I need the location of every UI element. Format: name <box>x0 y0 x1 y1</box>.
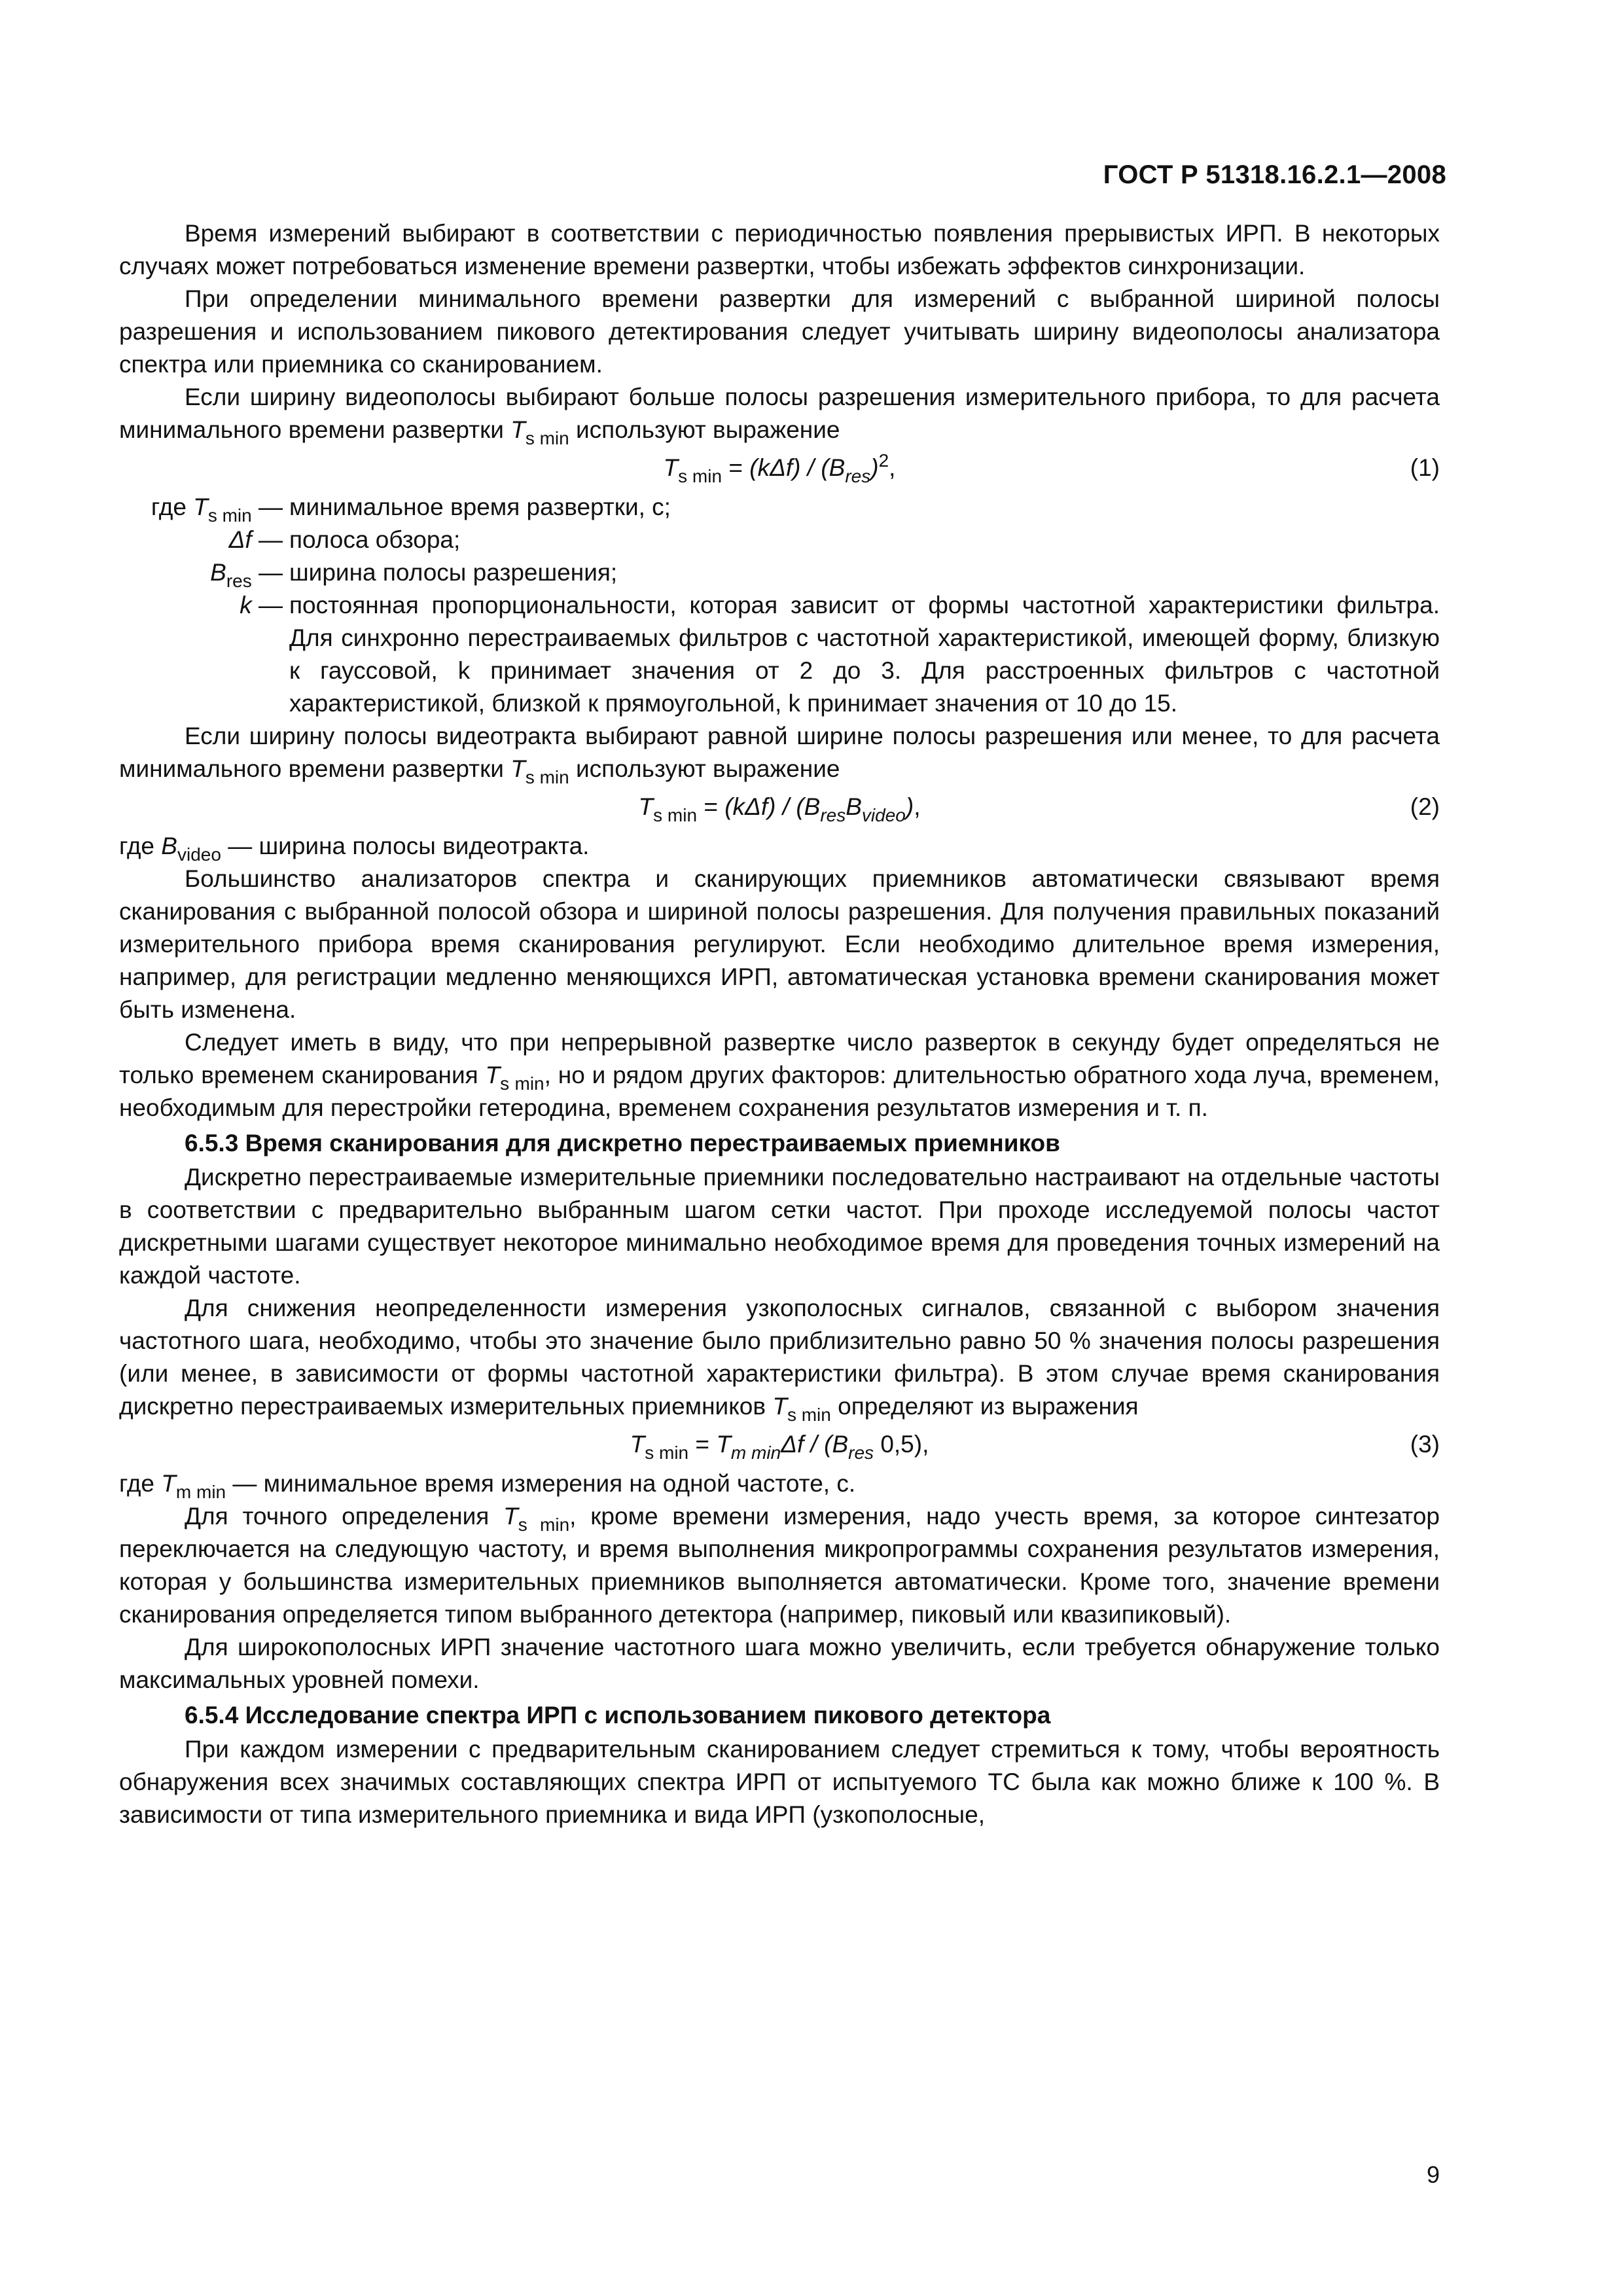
definitions-list <box>119 491 1440 720</box>
paragraph: Если ширину полосы видеотракта выбирают равной ширине полосы разрешения или менее, то для расчета минимального времени развертки $T_{s min}$ используют выражение <box>119 723 1440 787</box>
paragraph: При каждом измерении с предварительным сканированием следует стремиться к тому, чтобы вероятность обнаружения всех значимых составляющих спектра ИРП от испытуемого ТС была как можно ближе к 100 %. В зависимости от типа измерительного приемника и вида ИРП (узкополосные, <box>119 1736 1440 1828</box>
document-code-header: ГОСТ Р 51318.16.2.1—2008 <box>1103 160 1446 189</box>
definition-item: где $T_{m min}$ — минимальное время измерения на одной частоте, с. <box>119 1470 856 1502</box>
section-heading-6-5-3: 6.5.3 Время сканирования для дискретно перестраиваемых приемников <box>185 1130 1060 1157</box>
paragraph: Для снижения неопределенности измерения узкополосных сигналов, связанной с выбором значения частотного шага, необходимо, чтобы это значение было приблизительно равно 50 % значения полосы разрешения (или менее, в зависимости от формы частотной характеристики фильтра). В этом случае время сканирования дискретно перестраиваемых измерительных приемников $T_{s min}$ определяют из выражения <box>119 1295 1440 1425</box>
formula-number: (3) <box>1410 1431 1440 1458</box>
page-number: 9 <box>1426 2161 1440 2188</box>
paragraph: Для широкополосных ИРП значение частотного шага можно увеличить, если требуется обнаружение только максимальных уровней помехи. <box>119 1634 1440 1693</box>
paragraph: Большинство анализаторов спектра и сканирующих приемников автоматически связывают время сканирования с выбранной полосой обзора и шириной полосы разрешения. Для получения правильных показаний измерительного прибора время сканирования регулируют. Если необходимо длительное время измерения, например, для регистрации медленно меняющихся ИРП, автоматическая установка времени сканирования может быть изменена. <box>119 865 1440 1023</box>
definition-item: k — постоянная пропорциональности, которая зависит от формы частотной характеристики фильтра. Для синхронно перестраиваемых фильтров с частотной характеристикой, имеющей форму, близкую к гауссовой, k принимает значения от 2 до 3. Для расстроенных фильтров с частотной характеристикой, близкой к прямоугольной, k принимает значения от 10 до 15. <box>240 592 1440 717</box>
formula-number: (2) <box>1410 793 1440 820</box>
definition-item: $B_{res}$ — ширина полосы разрешения; <box>210 559 618 591</box>
paragraph: Если ширину видеополосы выбирают больше полосы разрешения измерительного прибора, то для расчета минимального времени развертки $T_{s min}$ используют выражение <box>119 384 1440 448</box>
paragraph: Для точного определения $T_{s min}$, кроме времени измерения, надо учесть время, за которое синтезатор переключается на следующую частоту, и время выполнения микропрограммы сохранения результатов измерения, которая у большинства измерительных приемников выполняется автоматически. Кроме того, значение времени сканирования определяется типом выбранного детектора (например, пиковый или квазипиковый). <box>119 1503 1440 1628</box>
formula-2: $T_{s min} = (k\Delta f) / (B_{res}B_{video})$, (2) <box>119 785 1440 830</box>
paragraph: При определении минимального времени развертки для измерений с выбранной шириной полосы разрешения и использованием пикового детектирования следует учитывать ширину видеополосы анализатора спектра или приемника со сканированием. <box>119 285 1440 378</box>
paragraph: Время измерений выбирают в соответствии с периодичностью появления прерывистых ИРП. В некоторых случаях может потребоваться изменение времени развертки, чтобы избежать эффектов синхронизации. <box>119 220 1440 279</box>
paragraph: Следует иметь в виду, что при непрерывной развертке число разверток в секунду будет определяться не только временем сканирования $T_{s min}$, но и рядом других факторов: длительностью обратного хода луча, временем, необходимым для перестройки гетеродина, временем сохранения результатов измерения и т. п. <box>119 1029 1440 1121</box>
formula-number: (1) <box>1410 454 1440 481</box>
definition-item: где $T_{s min}$ — минимальное время развертки, с; <box>151 493 671 526</box>
section-heading-6-5-4: 6.5.4 Исследование спектра ИРП с использованием пикового детектора <box>185 1702 1051 1729</box>
definition-item: Δf — полоса обзора; <box>228 526 461 553</box>
definition-item: где $B_{video}$ — ширина полосы видеотракта. <box>119 833 590 865</box>
paragraph: Дискретно перестраиваемые измерительные приемники последовательно настраивают на отдельные частоты в соответствии с предварительно выбранным шагом сетки частот. При проходе исследуемой полосы частот дискретными шагами существует некоторое минимально необходимое время для проведения точных измерений на каждой частоте. <box>119 1164 1440 1289</box>
formula-3: $T_{s min} = T_{m min}\Delta f / (B_{res}$ 0,5), (3) <box>119 1423 1440 1467</box>
formula-1: $T_{s min} = (k\Delta f) / (B_{res})^2$, (1) <box>663 450 1440 486</box>
text-column-top <box>119 217 1440 1831</box>
